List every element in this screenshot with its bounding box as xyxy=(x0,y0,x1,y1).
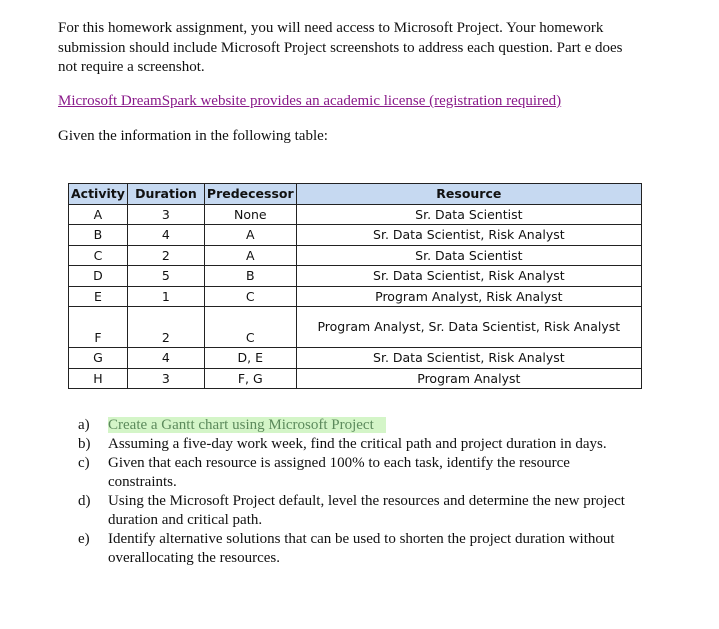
given-text: Given the information in the following table: xyxy=(58,128,328,144)
table-row xyxy=(69,204,642,225)
header-resource: Resource xyxy=(296,184,641,205)
cell-duration: 1 xyxy=(127,286,204,307)
question-list xyxy=(78,416,638,568)
question-text: Identify alternative solutions that can be used to shorten the project duration without overallocating the resources. xyxy=(108,531,615,566)
cell-duration: 5 xyxy=(127,266,204,287)
question-marker: b) xyxy=(78,436,91,452)
table-row xyxy=(69,266,642,287)
intro-paragraph: For this homework assignment, you will need access to Microsoft Project. Your homework submission should include Microsoft Project screenshots to address each question. Part e does not require a screenshot. xyxy=(58,20,623,75)
cell-predecessor: C xyxy=(204,286,296,307)
table-row xyxy=(69,286,642,307)
cell-resource: Sr. Data Scientist, Risk Analyst xyxy=(296,348,641,369)
cell-activity: F xyxy=(69,307,128,348)
question-text: Given that each resource is assigned 100% to each task, identify the resource constraints. xyxy=(108,455,570,490)
cell-activity: C xyxy=(69,245,128,266)
cell-duration: 4 xyxy=(127,225,204,246)
cell-activity: B xyxy=(69,225,128,246)
cell-predecessor: C xyxy=(204,307,296,348)
header-predecessor: Predecessor xyxy=(204,184,296,205)
question-marker: d) xyxy=(78,493,91,509)
dreamspark-link[interactable]: Microsoft DreamSpark website provides an academic license (registration required) xyxy=(58,93,562,109)
cell-resource: Program Analyst xyxy=(296,368,641,389)
question-item xyxy=(78,530,638,568)
cell-resource: Sr. Data Scientist xyxy=(296,204,641,225)
cell-predecessor: None xyxy=(204,204,296,225)
table-row xyxy=(69,348,642,369)
cell-resource: Sr. Data Scientist, Risk Analyst xyxy=(296,225,641,246)
table-row xyxy=(69,307,642,348)
header-duration: Duration xyxy=(127,184,204,205)
table-row xyxy=(69,225,642,246)
cell-duration: 3 xyxy=(127,368,204,389)
question-marker: c) xyxy=(78,455,90,471)
cell-duration: 4 xyxy=(127,348,204,369)
cell-duration: 2 xyxy=(127,307,204,348)
activity-table xyxy=(68,183,642,389)
cell-predecessor: A xyxy=(204,245,296,266)
cell-activity: H xyxy=(69,368,128,389)
question-marker: e) xyxy=(78,531,90,547)
question-item xyxy=(78,454,638,492)
cell-activity: D xyxy=(69,266,128,287)
question-text: Using the Microsoft Project default, level the resources and determine the new project duration and critical path. xyxy=(108,493,625,528)
question-item xyxy=(78,416,638,435)
table-row xyxy=(69,245,642,266)
cell-predecessor: F, G xyxy=(204,368,296,389)
cell-activity: G xyxy=(69,348,128,369)
header-activity: Activity xyxy=(69,184,128,205)
cell-duration: 2 xyxy=(127,245,204,266)
question-marker: a) xyxy=(78,417,90,433)
question-item xyxy=(78,435,638,454)
cell-resource: Program Analyst, Sr. Data Scientist, Risk Analyst xyxy=(296,307,641,348)
question-text: Create a Gantt chart using Microsoft Project xyxy=(108,417,386,433)
cell-activity: A xyxy=(69,204,128,225)
cell-predecessor: D, E xyxy=(204,348,296,369)
question-text: Assuming a five-day work week, find the critical path and project duration in days. xyxy=(108,436,607,452)
cell-predecessor: B xyxy=(204,266,296,287)
cell-predecessor: A xyxy=(204,225,296,246)
table-row xyxy=(69,368,642,389)
cell-resource: Program Analyst, Risk Analyst xyxy=(296,286,641,307)
question-item xyxy=(78,492,638,530)
cell-activity: E xyxy=(69,286,128,307)
cell-resource: Sr. Data Scientist xyxy=(296,245,641,266)
cell-duration: 3 xyxy=(127,204,204,225)
cell-resource: Sr. Data Scientist, Risk Analyst xyxy=(296,266,641,287)
